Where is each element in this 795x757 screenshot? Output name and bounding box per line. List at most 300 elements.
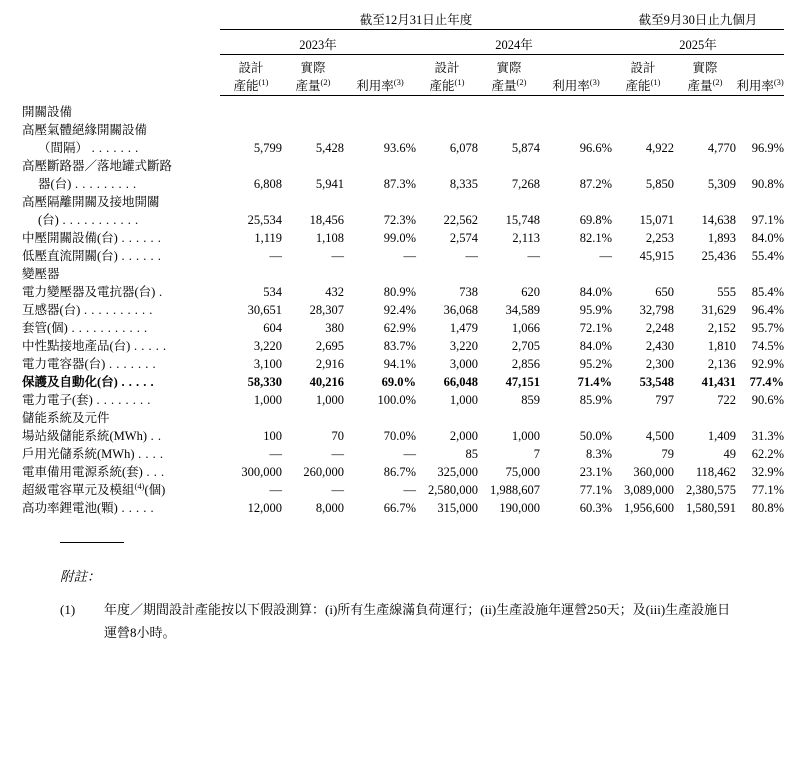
- empty-cell: [344, 192, 416, 210]
- data-cell: 2,430: [645, 339, 675, 354]
- row-label-text: 場站級儲能系統(MWh): [22, 429, 147, 444]
- col-header-actual-output-2024-l1: 實際: [496, 61, 522, 75]
- data-cell: 1,000: [449, 393, 478, 408]
- col-header-design-capacity-2023-l1: 設計: [238, 61, 264, 75]
- footnote-marker: (1): [258, 76, 269, 87]
- empty-cell: [344, 156, 416, 174]
- table-row: [22, 426, 784, 444]
- leader-dots: . . . . . . . . . .: [80, 303, 153, 318]
- col-header-design-capacity-2023: [220, 77, 282, 95]
- row-label: [22, 390, 220, 408]
- empty-cell: [220, 264, 282, 282]
- column-header-line1: [22, 55, 784, 77]
- data-cell: 92.4%: [383, 303, 416, 318]
- table-row: [22, 192, 784, 210]
- col-header-utilization-2025: [736, 77, 784, 95]
- col-header-actual-output-2023: [282, 77, 344, 95]
- data-cell: 1,000: [511, 429, 540, 444]
- col-header-text: 利用率: [356, 78, 394, 93]
- data-cell: 77.1%: [751, 483, 785, 498]
- empty-cell: [540, 156, 612, 174]
- table-row: [22, 282, 784, 300]
- leader-dots: . . . . . . . . . . .: [58, 213, 139, 228]
- data-cell: 100: [263, 429, 282, 444]
- data-cell: 70: [331, 429, 344, 444]
- data-cell: 2,705: [511, 339, 540, 354]
- col-header-text: 產量: [687, 78, 713, 93]
- data-cell: 100.0%: [377, 393, 416, 408]
- leader-dots: . . . . . . .: [105, 357, 157, 372]
- row-label-text: 中壓開關設備(台): [22, 231, 118, 246]
- data-cell: 5,874: [511, 141, 540, 156]
- category-row: [22, 264, 784, 282]
- data-cell: 534: [263, 285, 282, 300]
- data-cell: —: [269, 249, 282, 264]
- data-cell: 66,048: [443, 375, 478, 390]
- data-cell: 1,956,600: [624, 501, 675, 516]
- footnote-marker: (2): [320, 76, 331, 87]
- empty-cell: [674, 192, 736, 210]
- row-label-continued: [22, 210, 220, 228]
- leader-dots: . . . . .: [117, 375, 155, 390]
- leader-dots: . . . . . . .: [88, 141, 139, 156]
- footnote-marker: (1): [650, 76, 661, 87]
- row-label: [22, 318, 220, 336]
- data-cell: 1,479: [449, 321, 478, 336]
- data-cell: 5,799: [253, 141, 282, 156]
- empty-cell: [478, 102, 540, 120]
- empty-cell: [416, 264, 478, 282]
- data-cell: 36,068: [443, 303, 478, 318]
- footnote-number: (1): [60, 602, 76, 618]
- data-cell: 2,113: [512, 231, 540, 246]
- data-cell: 5,850: [645, 177, 675, 192]
- data-cell: 71.4%: [577, 375, 613, 390]
- data-cell: 3,089,000: [624, 483, 675, 498]
- empty-cell: [344, 102, 416, 120]
- empty-cell: [674, 156, 736, 174]
- table-row: [22, 372, 784, 390]
- data-cell: 797: [655, 393, 675, 408]
- data-cell: 95.7%: [751, 321, 785, 336]
- data-cell: 4,770: [707, 141, 737, 156]
- empty-cell: [416, 120, 478, 138]
- data-cell: 4,922: [645, 141, 675, 156]
- data-cell: 3,220: [449, 339, 478, 354]
- data-cell: 96.4%: [751, 303, 785, 318]
- col-header-design-capacity-2025: [612, 77, 674, 95]
- data-cell: 23.1%: [579, 465, 613, 480]
- data-cell: 12,000: [247, 501, 282, 516]
- col-header-utilization-2023-l1: [344, 55, 416, 77]
- col-header-actual-output-2025-l1: 實際: [692, 61, 718, 75]
- leader-dots: . .: [147, 429, 162, 444]
- column-header-line2: [22, 77, 784, 95]
- data-cell: —: [527, 249, 540, 264]
- data-cell: 83.7%: [383, 339, 416, 354]
- footnote-marker: (2): [712, 76, 723, 87]
- data-cell: 300,000: [241, 465, 282, 480]
- data-cell: 2,580,000: [428, 483, 478, 498]
- data-cell: 22,562: [443, 213, 478, 228]
- data-cell: 18,456: [309, 213, 344, 228]
- table-body: [22, 102, 784, 516]
- data-cell: 604: [263, 321, 282, 336]
- empty-cell: [478, 192, 540, 210]
- data-cell: 14,638: [701, 213, 737, 228]
- row-label-text: (台): [38, 213, 59, 228]
- col-header-text: 產量: [295, 78, 321, 93]
- table-row: [22, 336, 784, 354]
- row-label-text: 電車備用電源系統(套): [22, 465, 143, 480]
- empty-cell: [220, 156, 282, 174]
- data-cell: 84.0%: [751, 231, 785, 246]
- data-cell: 72.1%: [579, 321, 613, 336]
- data-cell: 8,335: [449, 177, 478, 192]
- row-label: [22, 282, 220, 300]
- empty-cell: [416, 102, 478, 120]
- row-label: [22, 426, 220, 444]
- data-cell: 25,436: [701, 249, 737, 264]
- empty-cell: [344, 264, 416, 282]
- data-cell: 45,915: [639, 249, 675, 264]
- period-group-label-nine-months: 截至9月30日止九個月: [638, 13, 758, 27]
- empty-cell: [478, 264, 540, 282]
- empty-cell: [736, 102, 784, 120]
- row-label-text: 器(台): [38, 177, 72, 192]
- year-label-2024: 2024年: [495, 38, 533, 52]
- empty-cell: [612, 156, 674, 174]
- row-label-text: 中性點接地產品(台): [22, 339, 131, 354]
- data-cell: 47,151: [505, 375, 540, 390]
- data-cell: 1,108: [315, 231, 344, 246]
- row-label: [22, 372, 220, 390]
- data-cell: 85.4%: [751, 285, 785, 300]
- data-cell: 75,000: [505, 465, 540, 480]
- empty-cell: [736, 120, 784, 138]
- data-cell: 80.8%: [751, 501, 785, 516]
- data-cell: —: [403, 249, 416, 264]
- leader-dots: .: [155, 285, 163, 300]
- data-cell: 90.8%: [751, 177, 785, 192]
- data-cell: —: [331, 249, 344, 264]
- data-cell: 72.3%: [383, 213, 416, 228]
- data-cell: 738: [459, 285, 478, 300]
- col-header-actual-output-2025: [674, 77, 736, 95]
- data-cell: 5,941: [315, 177, 344, 192]
- data-cell: 6,078: [449, 141, 478, 156]
- row-label: [22, 480, 220, 498]
- empty-cell: [416, 192, 478, 210]
- empty-cell: [736, 192, 784, 210]
- row-label-text: 電力電容器(台): [22, 357, 106, 372]
- table-row: [22, 462, 784, 480]
- table-row: [22, 228, 784, 246]
- data-cell: 8,000: [315, 501, 344, 516]
- data-cell: 62.2%: [751, 447, 785, 462]
- table-row: [22, 246, 784, 264]
- empty-cell: [220, 102, 282, 120]
- data-cell: 1,988,607: [490, 483, 540, 498]
- data-cell: 15,071: [639, 213, 675, 228]
- data-cell: 4,500: [645, 429, 675, 444]
- empty-cell: [612, 102, 674, 120]
- data-cell: 79: [661, 447, 675, 462]
- empty-cell: [612, 408, 674, 426]
- data-cell: 66.7%: [383, 501, 416, 516]
- footnotes-title: 附註：: [60, 569, 101, 585]
- data-cell: 650: [655, 285, 675, 300]
- data-cell: 620: [521, 285, 540, 300]
- leader-dots: . . . . . .: [117, 249, 162, 264]
- empty-cell: [344, 408, 416, 426]
- data-cell: 6,808: [253, 177, 282, 192]
- footnote-marker: (3): [393, 76, 404, 87]
- table-row: [22, 498, 784, 516]
- data-cell: 60.3%: [579, 501, 613, 516]
- table-row: [22, 444, 784, 462]
- leader-dots: . . .: [142, 465, 165, 480]
- footnote-marker: (1): [454, 76, 465, 87]
- row-label: 高壓氣體絕緣開關設備: [22, 123, 148, 138]
- data-cell: 96.9%: [751, 141, 785, 156]
- data-cell: 360,000: [633, 465, 675, 480]
- period-group-row: [22, 10, 784, 28]
- empty-cell: [478, 120, 540, 138]
- data-cell: 1,893: [707, 231, 737, 246]
- data-cell: 70.0%: [383, 429, 416, 444]
- empty-cell: [478, 156, 540, 174]
- data-cell: 74.5%: [751, 339, 785, 354]
- row-label: [22, 228, 220, 246]
- table-row: [22, 120, 784, 138]
- data-cell: —: [403, 447, 416, 462]
- data-cell: 1,119: [254, 231, 282, 246]
- table-row: [22, 318, 784, 336]
- col-header-utilization-2025-l1: [736, 55, 784, 77]
- data-cell: 77.4%: [749, 375, 785, 390]
- data-cell: 1,000: [315, 393, 344, 408]
- data-cell: 2,695: [315, 339, 344, 354]
- empty-cell: [736, 408, 784, 426]
- data-cell: 85: [465, 447, 478, 462]
- table-row: [22, 210, 784, 228]
- leader-dots: . . . . . . . . .: [71, 177, 137, 192]
- data-cell: 84.0%: [579, 285, 613, 300]
- data-cell: 2,248: [645, 321, 675, 336]
- data-cell: 260,000: [303, 465, 344, 480]
- data-cell: 95.2%: [579, 357, 613, 372]
- data-cell: —: [269, 483, 282, 498]
- data-cell: 96.6%: [579, 141, 613, 156]
- data-cell: 32,798: [639, 303, 675, 318]
- data-cell: —: [599, 249, 613, 264]
- data-cell: 2,916: [315, 357, 344, 372]
- row-label: [22, 444, 220, 462]
- leader-dots: . . . .: [134, 447, 164, 462]
- row-label: [22, 300, 220, 318]
- empty-cell: [540, 102, 612, 120]
- data-cell: 380: [325, 321, 344, 336]
- data-cell: 8.3%: [585, 447, 613, 462]
- data-cell: 31.3%: [751, 429, 785, 444]
- col-header-design-capacity-2024: [416, 77, 478, 95]
- row-label-text: （間隔）: [38, 141, 89, 156]
- col-header-text: 產能: [429, 78, 455, 93]
- data-cell: 2,856: [511, 357, 540, 372]
- data-cell: 15,748: [505, 213, 540, 228]
- data-cell: 859: [521, 393, 540, 408]
- data-cell: 62.9%: [383, 321, 416, 336]
- col-header-text: 產量: [491, 78, 517, 93]
- data-cell: 90.6%: [751, 393, 785, 408]
- year-label-2025: 2025年: [679, 38, 717, 52]
- empty-cell: [540, 120, 612, 138]
- data-cell: 2,136: [707, 357, 737, 372]
- data-cell: 49: [723, 447, 737, 462]
- category-label: 變壓器: [22, 267, 60, 282]
- data-cell: 325,000: [437, 465, 478, 480]
- data-cell: 555: [717, 285, 737, 300]
- data-cell: 80.9%: [383, 285, 416, 300]
- data-cell: 118,462: [695, 465, 737, 480]
- data-cell: 7: [533, 447, 540, 462]
- empty-cell: [282, 102, 344, 120]
- empty-cell: [282, 192, 344, 210]
- row-label-continued: [22, 174, 220, 192]
- footnote-marker: (4): [134, 481, 145, 492]
- col-header-actual-output-2023-l1: 實際: [300, 61, 326, 75]
- data-cell: 5,309: [707, 177, 737, 192]
- data-cell: 2,000: [449, 429, 478, 444]
- empty-cell: [540, 192, 612, 210]
- footnote-item: [60, 599, 777, 645]
- table-row: [22, 300, 784, 318]
- empty-cell: [612, 192, 674, 210]
- empty-cell: [220, 120, 282, 138]
- empty-cell: [478, 408, 540, 426]
- data-cell: 2,574: [449, 231, 478, 246]
- data-cell: 5,428: [315, 141, 344, 156]
- empty-cell: [416, 408, 478, 426]
- data-cell: 1,000: [253, 393, 282, 408]
- data-cell: 25,534: [247, 213, 282, 228]
- data-cell: 28,307: [309, 303, 344, 318]
- row-label: [22, 354, 220, 372]
- empty-cell: [416, 156, 478, 174]
- data-cell: 40,216: [309, 375, 344, 390]
- data-cell: 41,431: [701, 375, 737, 390]
- row-label: [22, 498, 220, 516]
- empty-cell: [282, 264, 344, 282]
- data-cell: 92.9%: [751, 357, 785, 372]
- data-cell: —: [331, 483, 344, 498]
- col-header-text: 產能: [625, 78, 651, 93]
- leader-dots: . . . . .: [130, 339, 167, 354]
- data-cell: 1,810: [707, 339, 737, 354]
- category-row: [22, 102, 784, 120]
- empty-cell: [282, 156, 344, 174]
- row-label: 高壓隔離開關及接地開關: [22, 195, 160, 210]
- data-cell: 87.2%: [579, 177, 613, 192]
- row-label-text: 超級電容單元及模組: [22, 483, 135, 498]
- empty-cell: [612, 264, 674, 282]
- leader-dots: . . . . .: [117, 501, 155, 516]
- row-label: [22, 246, 220, 264]
- data-cell: 99.0%: [383, 231, 416, 246]
- year-label-2023: 2023年: [299, 38, 337, 52]
- leader-dots: . . . . . .: [117, 231, 162, 246]
- data-cell: 32.9%: [751, 465, 785, 480]
- empty-cell: [220, 408, 282, 426]
- row-label: [22, 336, 220, 354]
- data-cell: —: [403, 483, 416, 498]
- footnote-marker: (2): [516, 76, 527, 87]
- data-cell: 34,589: [505, 303, 540, 318]
- data-cell: 2,300: [645, 357, 675, 372]
- category-row: [22, 408, 784, 426]
- empty-cell: [674, 102, 736, 120]
- footnote-text: 年度／期間設計產能按以下假設測算：(i)所有生產線滿負荷運行；(ii)生產設施年運營250天；及(iii)生產設施日運營8小時。: [104, 602, 731, 641]
- data-cell: 30,651: [247, 303, 282, 318]
- data-cell: 3,220: [253, 339, 282, 354]
- data-cell: 85.9%: [579, 393, 613, 408]
- data-cell: —: [269, 447, 282, 462]
- data-cell: 432: [325, 285, 344, 300]
- data-cell: 190,000: [499, 501, 540, 516]
- data-cell: 58,330: [247, 375, 282, 390]
- data-cell: 1,066: [511, 321, 540, 336]
- table-row: [22, 156, 784, 174]
- row-label-text: 戶用光儲系統(MWh): [22, 447, 135, 462]
- data-cell: 315,000: [437, 501, 478, 516]
- empty-cell: [282, 120, 344, 138]
- data-cell: 53,548: [639, 375, 675, 390]
- col-header-utilization-2024: [540, 77, 612, 95]
- table-row: [22, 390, 784, 408]
- year-row: [22, 30, 784, 54]
- data-cell: 95.9%: [579, 303, 613, 318]
- category-label: 開關設備: [22, 105, 73, 120]
- data-cell: 77.1%: [579, 483, 613, 498]
- col-header-actual-output-2024: [478, 77, 540, 95]
- data-cell: 3,000: [449, 357, 478, 372]
- data-cell: 87.3%: [383, 177, 416, 192]
- empty-cell: [344, 120, 416, 138]
- period-group-label-annual: 截至12月31日止年度: [359, 13, 473, 27]
- data-cell: 94.1%: [383, 357, 416, 372]
- col-header-utilization-2023: [344, 77, 416, 95]
- col-header-design-capacity-2025-l1: 設計: [630, 61, 656, 75]
- data-cell: 3,100: [253, 357, 282, 372]
- empty-cell: [674, 408, 736, 426]
- data-cell: 69.8%: [579, 213, 613, 228]
- empty-cell: [282, 408, 344, 426]
- data-cell: 93.6%: [383, 141, 416, 156]
- data-cell: 722: [717, 393, 737, 408]
- data-cell: —: [465, 249, 478, 264]
- data-cell: 69.0%: [381, 375, 416, 390]
- data-cell: 7,268: [511, 177, 540, 192]
- table-row: [22, 174, 784, 192]
- category-label: 儲能系統及元件: [22, 411, 110, 426]
- empty-cell: [674, 120, 736, 138]
- leader-dots: . . . . . . . . . . .: [67, 321, 148, 336]
- row-label-text: 電力電子(套): [22, 393, 93, 408]
- col-header-text: 利用率: [552, 78, 590, 93]
- row-label-text: 保護及自動化(台): [22, 375, 118, 390]
- empty-cell: [674, 264, 736, 282]
